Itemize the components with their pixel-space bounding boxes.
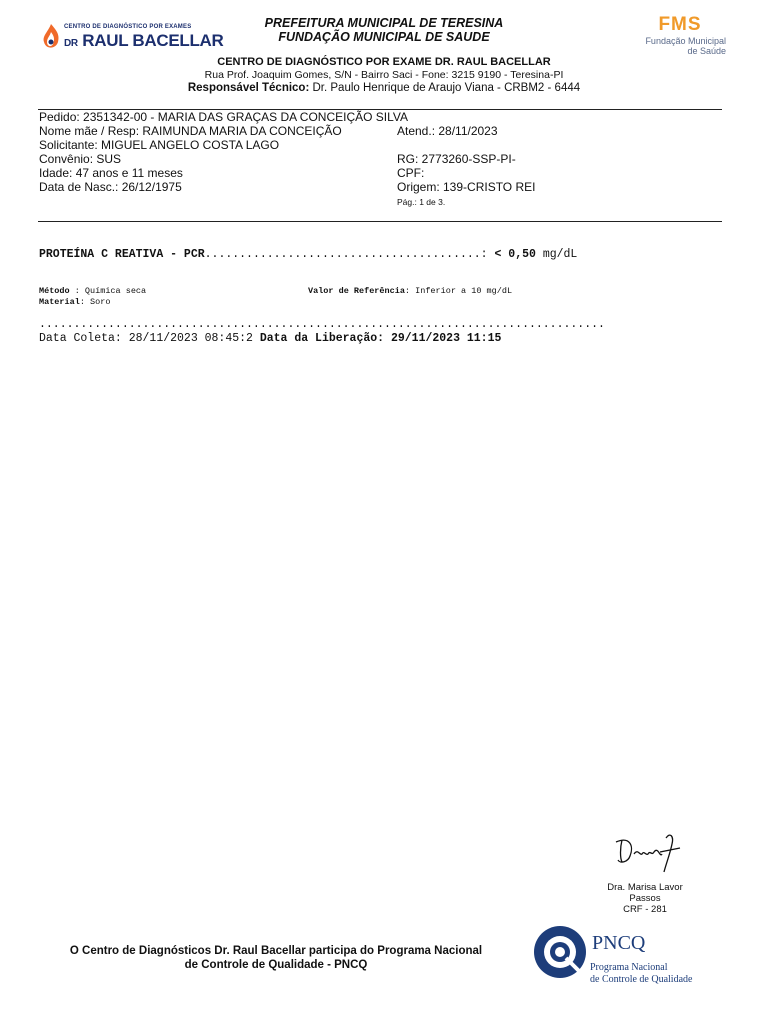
dotted-separator: ..................................................................................	[39, 318, 605, 331]
footer-line2: de Controle de Qualidade - PNCQ	[184, 959, 368, 971]
collection-date: Data Coleta: 28/11/2023 08:45:2	[39, 332, 253, 345]
exam-name: PROTEÍNA C REATIVA - PCR	[39, 248, 205, 261]
pncq-line1: Programa Nacional	[590, 962, 668, 973]
pncq-name: PNCQ	[592, 932, 646, 954]
collection-release-dates	[39, 332, 501, 345]
fms-logo	[628, 14, 732, 60]
pedido-line: Pedido: 2351342-00 - MARIA DAS GRAÇAS DA CONCEIÇÃO SILVA	[39, 110, 409, 124]
mother-name: Nome mãe / Resp: RAIMUNDA MARIA DA CONCEIÇÃO	[39, 124, 342, 138]
signature-name-line2: Passos	[629, 893, 661, 904]
fundacao-title: FUNDAÇÃO MUNICIPAL DE SAUDE	[278, 30, 490, 44]
center-address: Rua Prof. Joaquim Gomes, S/N - Bairro Saci - Fone: 3215 9190 - Teresina-PI	[204, 69, 564, 81]
exam-result-line	[39, 248, 577, 261]
prefeitura-title: PREFEITURA MUNICIPAL DE TERESINA	[264, 16, 504, 30]
birth-date: Data de Nasc.: 26/12/1975	[39, 180, 182, 194]
age: Idade: 47 anos e 11 meses	[39, 166, 183, 180]
origin: Origem: 139-CRISTO REI	[397, 180, 536, 194]
fms-line2: de Saúde	[687, 46, 726, 56]
atend-date: Atend.: 28/11/2023	[397, 124, 498, 138]
exam-unit: mg/dL	[542, 248, 578, 261]
exam-result: < 0,50	[494, 248, 536, 261]
fms-line1: Fundação Municipal	[645, 36, 726, 46]
cpf: CPF:	[397, 166, 425, 180]
method: Método : Química seca	[39, 286, 147, 296]
logo-name: DR RAUL BACELLAR	[64, 31, 224, 50]
logo-subtitle: CENTRO DE DIAGNÓSTICO POR EXAMES	[64, 24, 192, 30]
pncq-logo	[532, 922, 722, 988]
convenio: Convênio: SUS	[39, 152, 122, 166]
responsible-technician: Responsável Técnico: Dr. Paulo Henrique de Araujo Viana - CRBM2 - 6444	[187, 82, 581, 94]
signature-icon	[600, 828, 690, 878]
pncq-emblem-icon	[532, 922, 592, 982]
rg: RG: 2773260-SSP-PI-	[397, 152, 516, 166]
page-number: Pág.: 1 de 3.	[397, 197, 446, 207]
exam-dots: ........................................:	[204, 248, 488, 261]
fms-acronym: FMS	[658, 14, 702, 35]
center-name: CENTRO DE DIAGNÓSTICO POR EXAME DR. RAUL BACELLAR	[217, 56, 551, 68]
patient-divider	[38, 221, 722, 222]
signature-crf: CRF - 281	[623, 904, 667, 915]
signature-name-line1: Dra. Marisa Lavor	[607, 882, 683, 893]
reference-value: Valor de Referência: Inferior a 10 mg/dL	[308, 286, 513, 296]
footer-line1: O Centro de Diagnósticos Dr. Raul Bacellar participa do Programa Nacional	[69, 945, 483, 957]
release-date: Data da Liberação: 29/11/2023 11:15	[259, 332, 502, 345]
requester: Solicitante: MIGUEL ANGELO COSTA LAGO	[39, 138, 280, 152]
pncq-line2: de Controle de Qualidade	[590, 974, 693, 985]
material: Material: Soro	[39, 297, 111, 307]
